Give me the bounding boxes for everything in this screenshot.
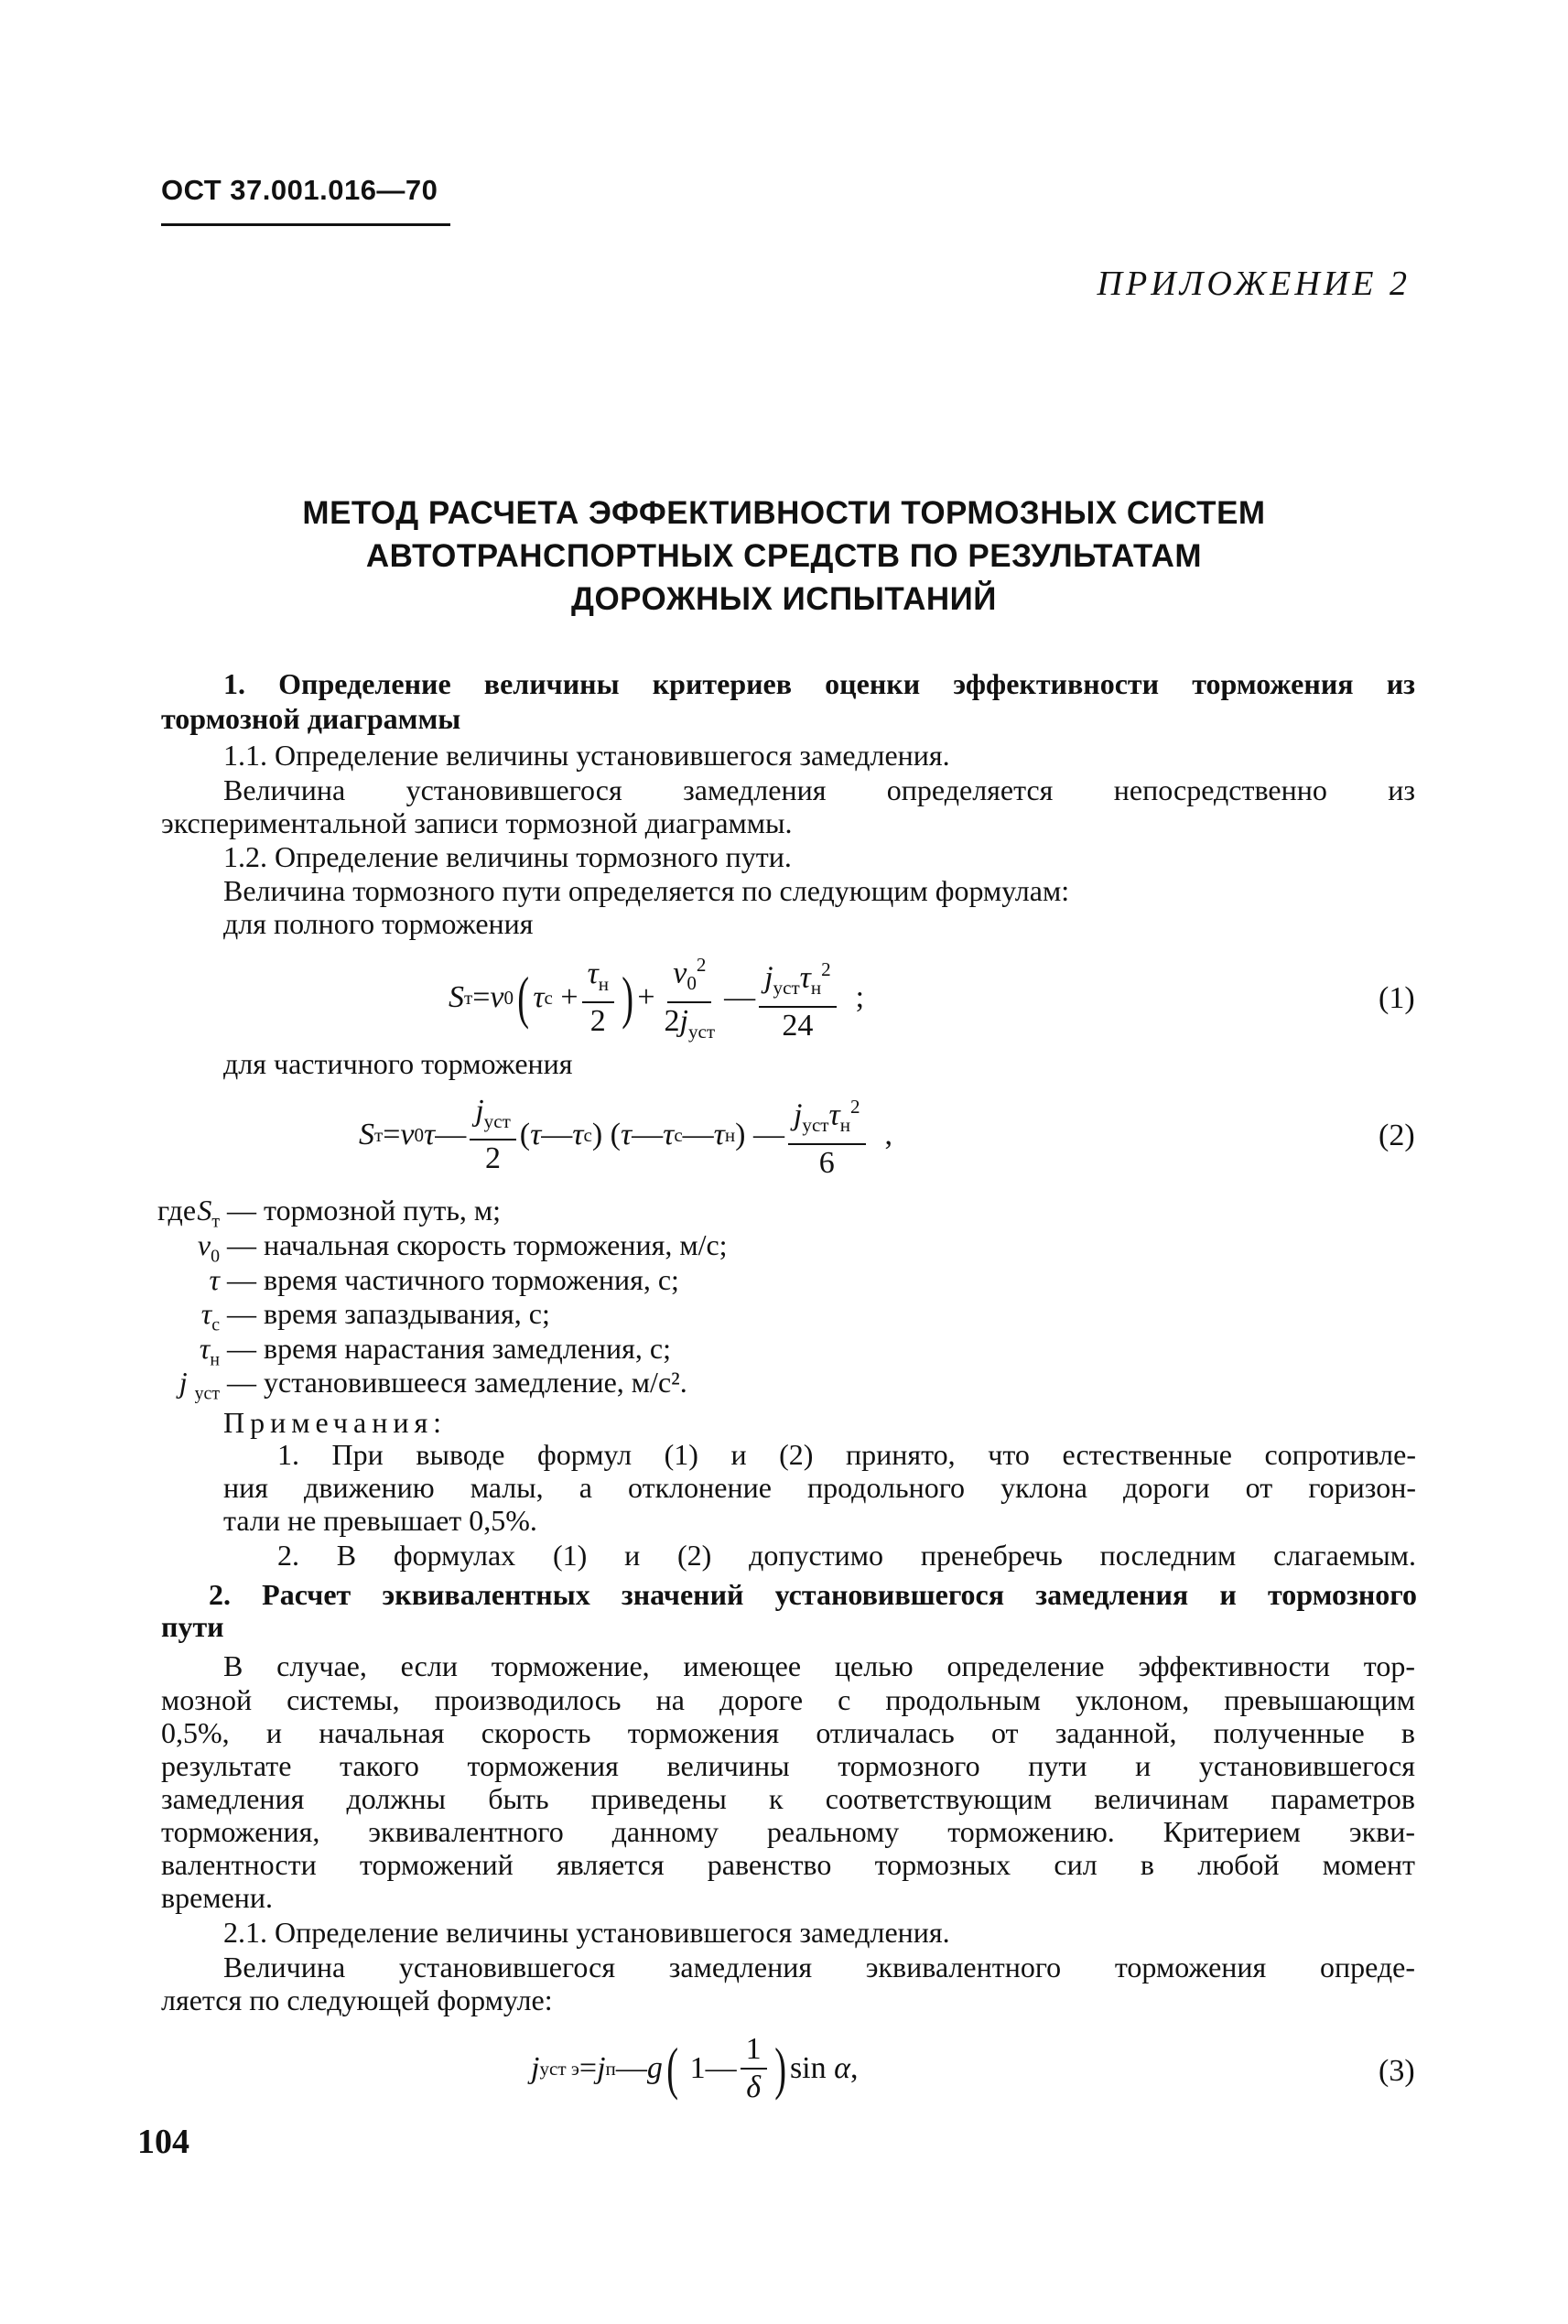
full-braking-label: для полного торможения (223, 907, 534, 940)
subsection-2-1: 2.1. Определение величины установившегося замедления. (223, 1916, 950, 1949)
formula-3: j уст э = j п — g ( 1— $\frac{1}{\delta}$ ) sin α , (531, 2032, 859, 2104)
definition-item: $v_0$ — начальная скорость торможения, м/с; (197, 1228, 728, 1267)
p2-1-line1: Величина установившегося замедления эквивалентного торможения опреде- (223, 1951, 1415, 1984)
section2-para-line: мозной системы, производилось на дороге с продольным уклоном, превышающим (161, 1683, 1415, 1716)
title-line-2: АВТОТРАНСПОРТНЫХ СРЕДСТВ ПО РЕЗУЛЬТАТАМ (365, 538, 1203, 574)
standard-code: ОСТ 37.001.016—70 (161, 174, 438, 206)
header-rule (161, 223, 450, 226)
subsection-1-2: 1.2. Определение величины тормозного пути. (223, 840, 792, 873)
section2-heading-line1: 2. Расчет эквивалентных значений установившегося замедления и тормозного (209, 1578, 1417, 1611)
equation-number-2: (2) (1379, 1119, 1415, 1152)
section1-heading-line1: 1. Определение величины критериев оценки эффективности торможения из (223, 667, 1415, 700)
definition-item: j $_{уст}$ — установившееся замедление, м/с². (178, 1366, 687, 1404)
definition-item: $\tau_с$ — время запаздывания, с; (200, 1297, 550, 1335)
p1-2-text: Величина тормозного пути определяется по следующим формулам: (223, 874, 1070, 907)
definition-item: τ — время частичного торможения, с; (209, 1263, 679, 1296)
appendix-label: ПРИЛОЖЕНИЕ 2 (1097, 265, 1411, 303)
formula-1: S т = v 0 ( τ с + $\frac{\tau_н}{2}$ ) + $\frac{v_0^2}{2j_{уст}}$ — $\frac{j_{уст}\tau_н^2}{24}$ ; (449, 952, 864, 1043)
definition-item: $\tau_н$ — время нарастания замедления, с; (199, 1332, 671, 1370)
formula-2: S т = v 0 τ — $\frac{j_{уст}}{2}$ ( τ — τ с ) ( τ — τ с — τ н ) — $\frac{j_{уст}\tau_н^2}{6}$ , (359, 1089, 892, 1181)
definition-item: $S_т$ — тормозной путь, м; (197, 1194, 502, 1232)
section2-para-line: 0,5%, и начальная скорость торможения отличалась от заданной, полученные в (161, 1716, 1415, 1749)
equation-number-3: (3) (1379, 2054, 1415, 2088)
equation-number-1: (1) (1379, 981, 1415, 1015)
title-line-1: МЕТОД РАСЧЕТА ЭФФЕКТИВНОСТИ ТОРМОЗНЫХ СИСТЕМ (302, 495, 1266, 531)
p1-1-text-line2: экспериментальной записи тормозной диаграммы. (161, 806, 793, 839)
notes-label: Примечания: (223, 1406, 448, 1439)
note1-line2: ния движению малы, а отклонение продольного уклона дороги от горизон- (223, 1471, 1416, 1504)
where-label: где (157, 1194, 197, 1227)
p1-1-text-line1: Величина установившегося замедления определяется непосредственно из (223, 773, 1415, 806)
note2: 2. В формулах (1) и (2) допустимо пренебречь последним слагаемым. (277, 1539, 1416, 1572)
section2-para-line: результате такого торможения величины тормозного пути и установившегося (161, 1749, 1415, 1782)
section2-para-line: замедления должны быть приведены к соответствующим величинам параметров (161, 1782, 1415, 1815)
title-line-3: ДОРОЖНЫХ ИСПЫТАНИЙ (571, 581, 997, 617)
note1-line3: тали не превышает 0,5%. (223, 1504, 537, 1537)
section2-para-line: времени. (161, 1881, 274, 1914)
section2-para-line: торможения, эквивалентного данному реальному торможению. Критерием экви- (161, 1815, 1415, 1848)
section2-para-line: В случае, если торможение, имеющее целью определение эффективности тор- (223, 1649, 1415, 1682)
note1-line1: 1. При выводе формул (1) и (2) принято, что естественные сопротивле- (277, 1438, 1416, 1471)
section1-heading-line2: тормозной диаграммы (161, 702, 461, 735)
section2-para-line: валентности торможений является равенство тормозных сил в любой момент (161, 1848, 1415, 1881)
subsection-1-1: 1.1. Определение величины установившегося замедления. (223, 739, 950, 772)
page-number: 104 (137, 2123, 189, 2161)
section2-heading-line2: пути (161, 1610, 224, 1643)
p2-1-line2: ляется по следующей формуле: (161, 1984, 553, 2016)
partial-braking-label: для частичного торможения (223, 1047, 573, 1080)
document-title (0, 492, 1568, 621)
